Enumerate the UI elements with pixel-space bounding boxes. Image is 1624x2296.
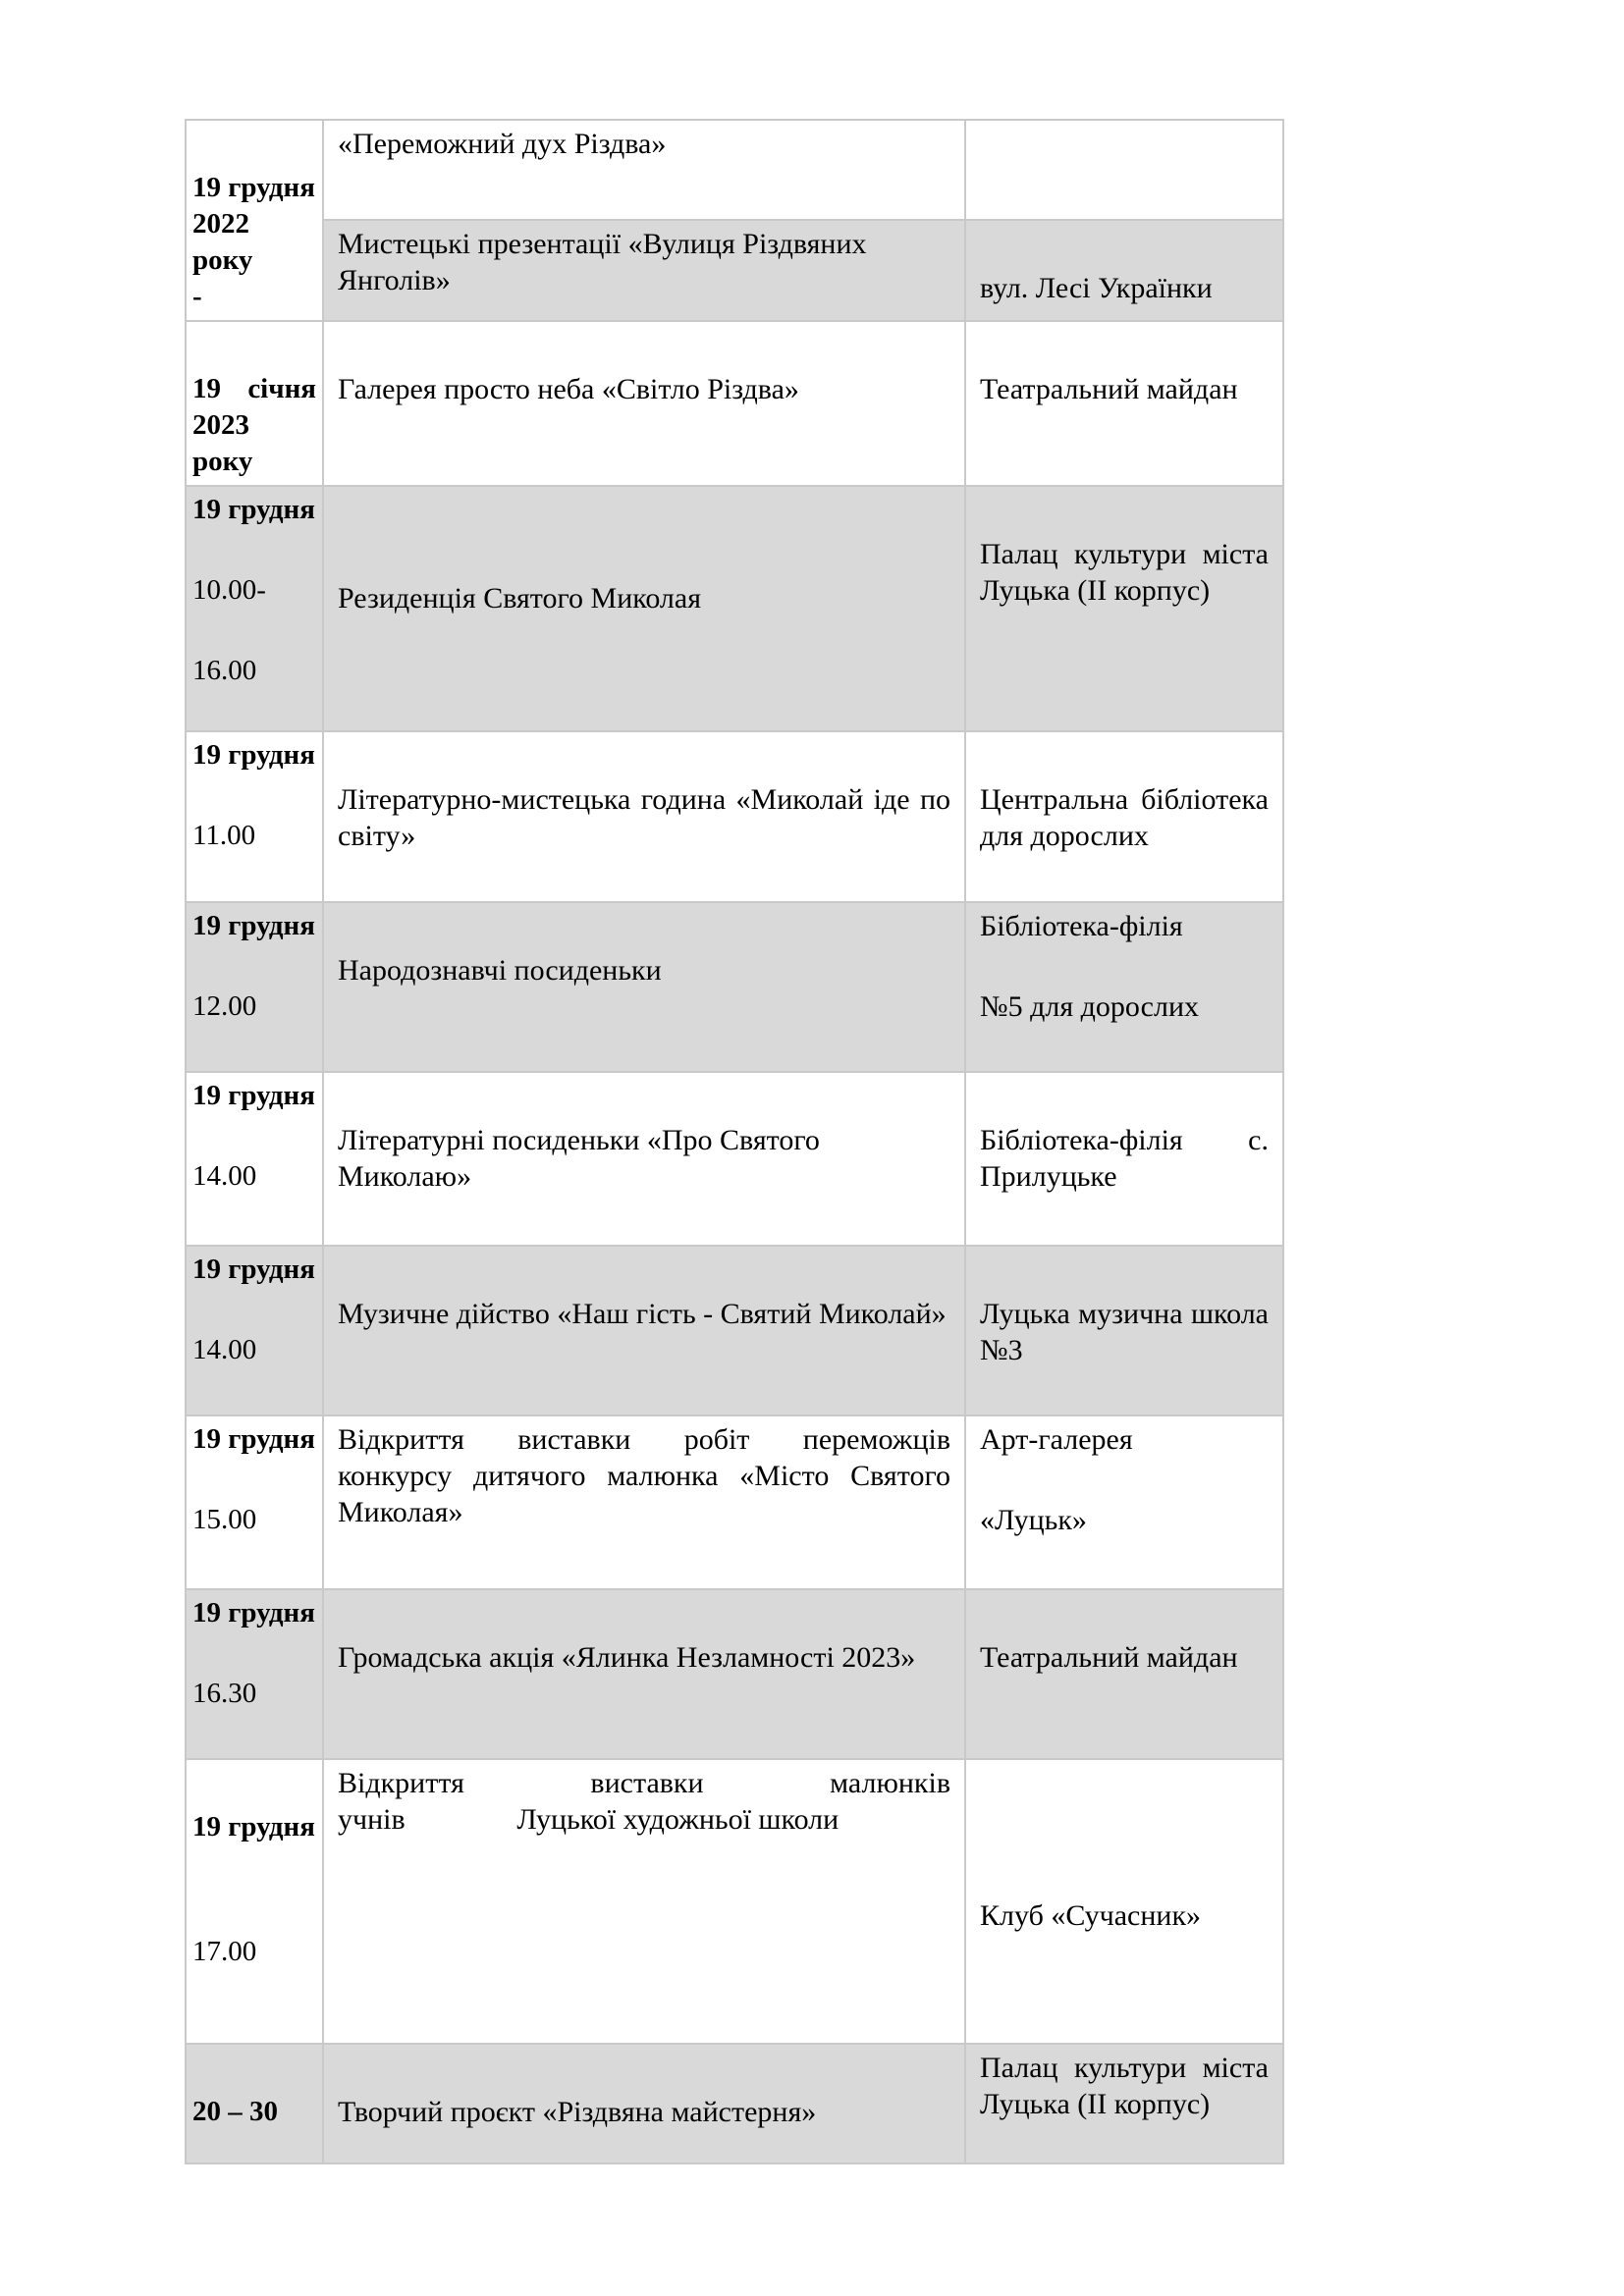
blank-line bbox=[980, 1252, 1269, 1296]
date-cell bbox=[186, 2044, 323, 2163]
event-cell bbox=[323, 1072, 965, 1246]
table-row bbox=[186, 731, 1283, 902]
text-line: Луцька музична школа bbox=[980, 1298, 1269, 1330]
text-line: 11.00 bbox=[192, 820, 256, 851]
text-line: 20 – 30 bbox=[192, 2096, 278, 2127]
blank-line bbox=[338, 492, 950, 536]
location-cell bbox=[965, 731, 1283, 902]
text-line: 2023 року bbox=[192, 409, 253, 477]
text-segment: учнів bbox=[338, 1803, 406, 1836]
event-cell bbox=[323, 731, 965, 902]
text-line: Народознавчі посиденьки bbox=[338, 954, 662, 987]
blank-line bbox=[980, 1809, 1269, 1853]
blank-line bbox=[980, 1595, 1269, 1639]
blank-line bbox=[192, 944, 316, 988]
event-cell bbox=[323, 1246, 965, 1415]
table-row bbox=[186, 1589, 1283, 1759]
table-row bbox=[186, 220, 1283, 321]
text-line: Палац культури міста bbox=[980, 538, 1269, 570]
text-line: 19 грудня bbox=[192, 910, 315, 941]
table-row bbox=[186, 1072, 1283, 1246]
location-cell bbox=[965, 1589, 1283, 1759]
date-cell bbox=[186, 1246, 323, 1415]
event-cell bbox=[323, 1415, 965, 1589]
blank-line bbox=[338, 908, 950, 952]
blank-line bbox=[338, 1252, 950, 1296]
table-row bbox=[186, 1415, 1283, 1589]
blank-line bbox=[192, 1765, 316, 1809]
text-line: конкурсу дитячого малюнка «Місто Святого bbox=[338, 1460, 950, 1492]
text-line: Центральна бібліотека bbox=[980, 783, 1269, 816]
blank-line bbox=[980, 226, 1269, 270]
text-line: Музичне дійство «Наш гість - Святий Миколай» bbox=[338, 1298, 947, 1330]
text-line: 14.00 bbox=[192, 1334, 257, 1365]
text-line: Резиденція Святого Миколая bbox=[338, 582, 702, 614]
text-line: 19 грудня bbox=[192, 739, 315, 771]
blank-line bbox=[338, 536, 950, 580]
text-line: №5 для дорослих bbox=[980, 990, 1200, 1023]
table-row bbox=[186, 1246, 1283, 1415]
event-cell bbox=[323, 902, 965, 1072]
text-line: «Переможний дух Різдва» bbox=[338, 128, 667, 160]
table-row bbox=[186, 321, 1283, 486]
text-line: 2022 року bbox=[192, 208, 253, 276]
date-cell bbox=[186, 1759, 323, 2044]
text-line: Творчий проєкт «Різдвяна майстерня» bbox=[338, 2096, 817, 2128]
text-line bbox=[338, 1801, 950, 1838]
text-line: вул. Лесі Українки bbox=[980, 271, 1213, 304]
location-cell bbox=[965, 1415, 1283, 1589]
event-cell bbox=[323, 1759, 965, 2044]
blank-line bbox=[192, 774, 316, 818]
location-cell bbox=[965, 1759, 1283, 2044]
text-line: Прилуцьке bbox=[980, 1160, 1117, 1193]
event-cell bbox=[323, 120, 965, 220]
event-cell bbox=[323, 220, 965, 321]
text-line: 12.00 bbox=[192, 990, 257, 1022]
text-line: Палац культури міста bbox=[980, 2052, 1269, 2084]
text-line: 16.30 bbox=[192, 1678, 257, 1709]
date-cell bbox=[186, 1072, 323, 1246]
table-row bbox=[186, 120, 1283, 220]
table-row bbox=[186, 2044, 1283, 2163]
event-cell bbox=[323, 321, 965, 486]
table-row bbox=[186, 902, 1283, 1072]
text-line: 17.00 bbox=[192, 1936, 257, 1967]
blank-line bbox=[338, 327, 950, 371]
text-line: Громадська акція «Ялинка Незламності 2023» bbox=[338, 1641, 916, 1674]
text-line: Відкриття виставки малюнків bbox=[338, 1767, 950, 1799]
events-table bbox=[185, 119, 1284, 2164]
blank-line bbox=[980, 327, 1269, 371]
location-cell bbox=[965, 120, 1283, 220]
text-line: світу» bbox=[338, 820, 416, 852]
blank-line bbox=[192, 1458, 316, 1502]
date-cell bbox=[186, 486, 323, 731]
blank-line bbox=[192, 126, 316, 170]
date-cell bbox=[186, 1415, 323, 1589]
blank-line bbox=[980, 1853, 1269, 1897]
table-row bbox=[186, 1759, 1283, 2044]
event-cell bbox=[323, 486, 965, 731]
text-line: для дорослих bbox=[980, 820, 1149, 852]
blank-line bbox=[192, 1288, 316, 1332]
blank-line bbox=[192, 327, 316, 371]
text-segment: Луцької художньої школи bbox=[516, 1803, 839, 1836]
event-cell bbox=[323, 1589, 965, 1759]
date-cell bbox=[186, 902, 323, 1072]
text-line: - bbox=[192, 281, 202, 312]
text-line: Арт-галерея bbox=[980, 1423, 1133, 1456]
date-cell bbox=[186, 731, 323, 902]
blank-line bbox=[192, 1845, 316, 1890]
date-cell bbox=[186, 321, 323, 486]
location-cell bbox=[965, 1072, 1283, 1246]
blank-line bbox=[980, 944, 1269, 988]
blank-line bbox=[338, 737, 950, 781]
text-line: Луцька (ІІ корпус) bbox=[980, 2088, 1211, 2120]
text-line: 19 грудня bbox=[192, 1423, 315, 1455]
text-line: 10.00- bbox=[192, 574, 266, 606]
location-cell bbox=[965, 486, 1283, 731]
text-line: Миколая» bbox=[338, 1496, 463, 1528]
text-line: 19 грудня bbox=[192, 494, 315, 525]
text-line: 16.00 bbox=[192, 655, 257, 686]
text-line: Мистецькі презентації «Вулиця Різдвяних Янголів» bbox=[338, 227, 867, 296]
blank-line bbox=[338, 1595, 950, 1639]
text-line: Луцька (ІІ корпус) bbox=[980, 574, 1211, 607]
text-line: Бібліотека-філія bbox=[980, 910, 1183, 942]
text-line: Бібліотека-філія с. bbox=[980, 1124, 1269, 1156]
text-line: Літературні посиденьки «Про Святого Миколаю» bbox=[338, 1124, 820, 1193]
text-line: Галерея просто неба «Світло Різдва» bbox=[338, 373, 799, 405]
location-cell bbox=[965, 1246, 1283, 1415]
text-line: 19 грудня bbox=[192, 1080, 315, 1111]
event-cell bbox=[323, 2044, 965, 2163]
text-line: 14.00 bbox=[192, 1160, 257, 1192]
location-cell bbox=[965, 902, 1283, 1072]
blank-line bbox=[192, 1114, 316, 1158]
blank-line bbox=[980, 1765, 1269, 1809]
blank-line bbox=[192, 528, 316, 572]
date-cell bbox=[186, 120, 323, 321]
blank-line bbox=[192, 609, 316, 653]
text-line: 19 грудня bbox=[192, 1254, 315, 1285]
location-cell bbox=[965, 2044, 1283, 2163]
blank-line bbox=[980, 737, 1269, 781]
text-line: 15.00 bbox=[192, 1504, 257, 1535]
location-cell bbox=[965, 321, 1283, 486]
text-line: Театральний майдан bbox=[980, 373, 1238, 405]
events-table-body bbox=[186, 120, 1283, 2163]
text-line: Клуб «Сучасник» bbox=[980, 1899, 1202, 1932]
blank-line bbox=[338, 2050, 950, 2094]
blank-line bbox=[338, 1078, 950, 1122]
text-line: Відкриття виставки робіт переможців bbox=[338, 1423, 950, 1456]
text-line: «Луцьк» bbox=[980, 1504, 1087, 1536]
table-row bbox=[186, 486, 1283, 731]
text-line: Театральний майдан bbox=[980, 1641, 1238, 1674]
blank-line bbox=[980, 1458, 1269, 1502]
text-line: №3 bbox=[980, 1334, 1023, 1366]
location-cell bbox=[965, 220, 1283, 321]
date-cell bbox=[186, 1589, 323, 1759]
text-line: 19 грудня bbox=[192, 172, 315, 203]
text-line: 19 січня bbox=[192, 373, 316, 404]
blank-line bbox=[192, 1631, 316, 1676]
blank-line bbox=[192, 2050, 316, 2094]
text-line: 19 грудня bbox=[192, 1597, 315, 1629]
blank-line bbox=[980, 1078, 1269, 1122]
text-line: 19 грудня bbox=[192, 1811, 315, 1842]
text-line: Літературно-мистецька година «Миколай іде по bbox=[338, 783, 950, 816]
blank-line bbox=[192, 1890, 316, 1934]
blank-line bbox=[980, 492, 1269, 536]
